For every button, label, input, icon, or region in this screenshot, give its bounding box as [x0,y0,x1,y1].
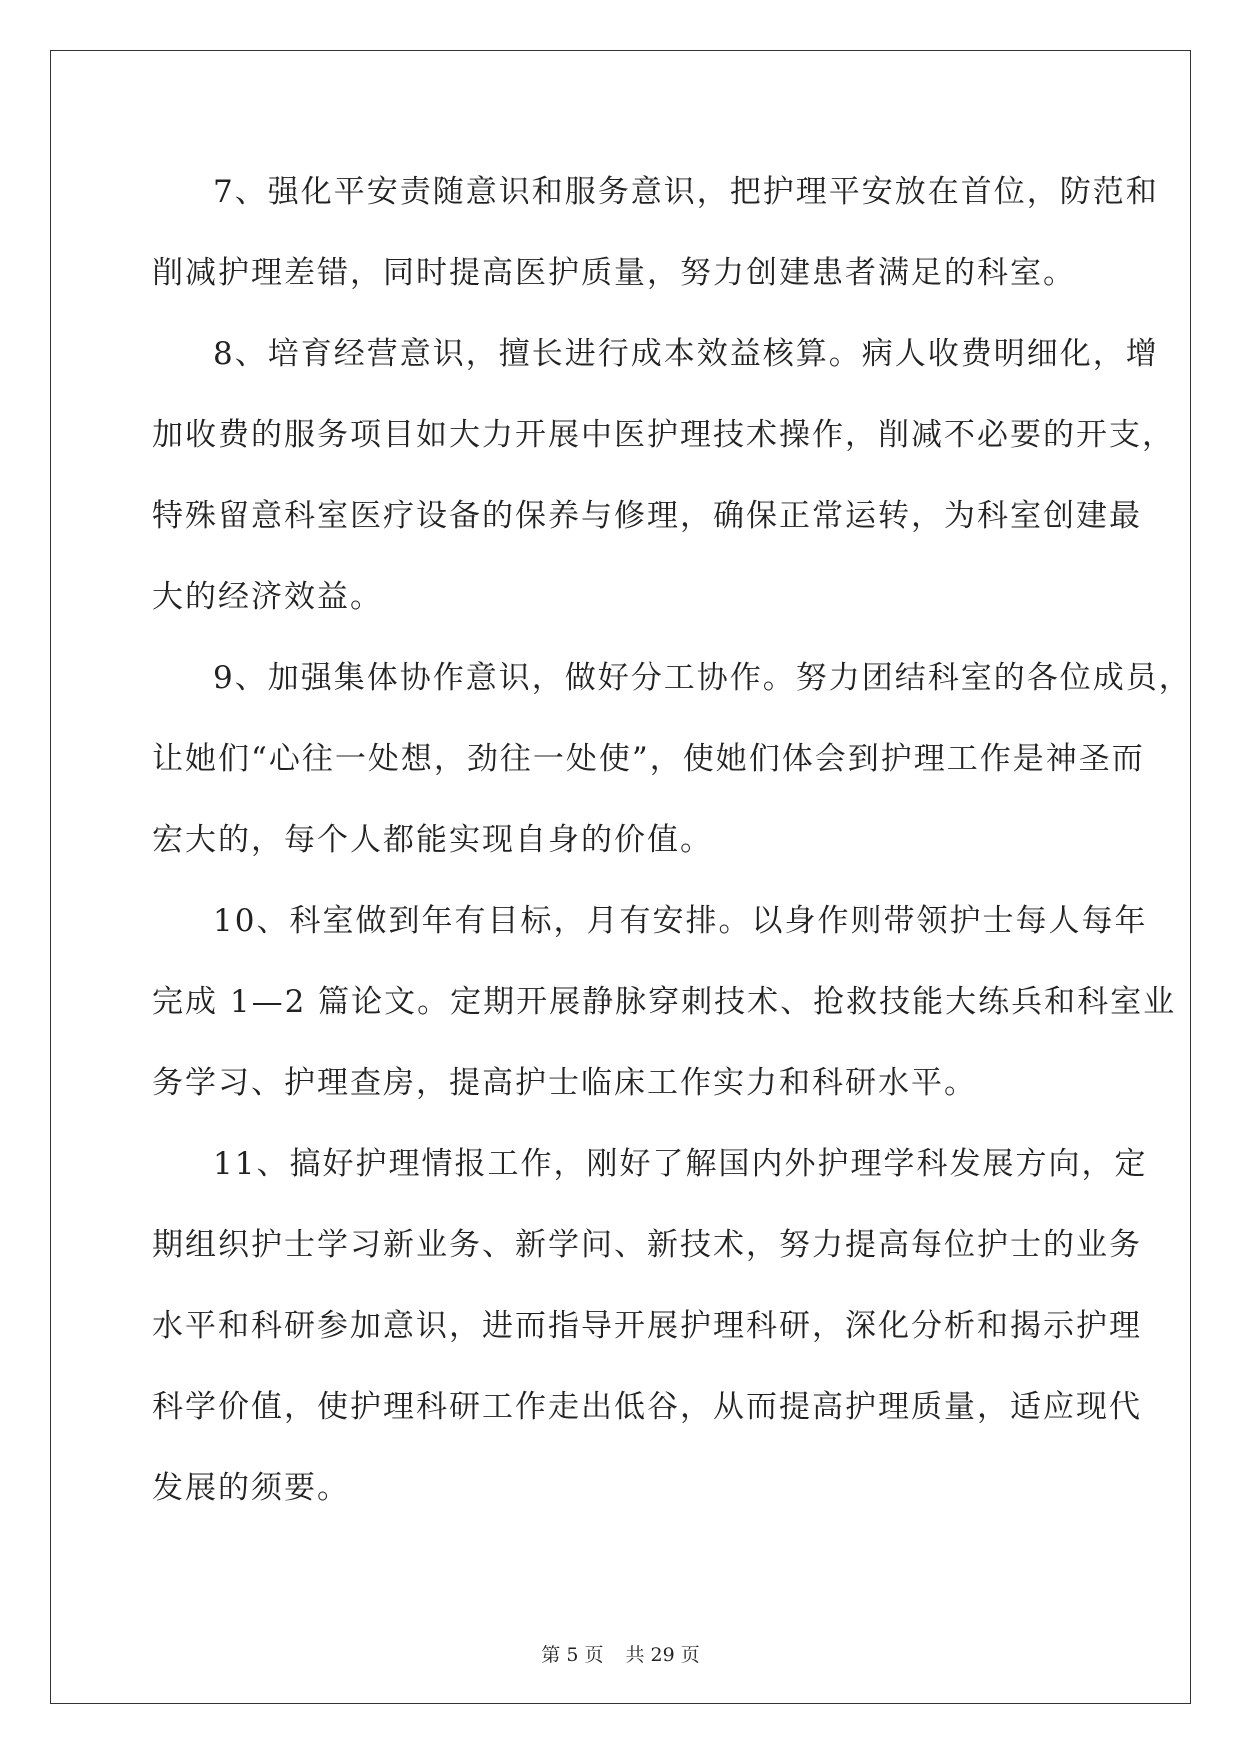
text-line: 11、搞好护理情报工作，刚好了解国内外护理学科发展方向，定 [213,1146,1148,1182]
text-line: 10、科室做到年有目标，月有安排。以身作则带领护士每人每年 [213,903,1148,939]
page-border [50,50,1191,1704]
text-line: 期组织护士学习新业务、新学问、新技术，努力提高每位护士的业务 [152,1227,1142,1263]
text-line: 水平和科研参加意识，进而指导开展护理科研，深化分析和揭示护理 [152,1308,1142,1344]
text-line: 大的经济效益。 [152,579,383,615]
page-total: 共 29 页 [625,1644,700,1666]
text-line: 特殊留意科室医疗设备的保养与修理，确保正常运转，为科室创建最 [152,498,1142,534]
text-line: 9、加强集体协作意识，做好分工协作。努力团结科室的各位成员， [213,660,1192,696]
text-line: 加收费的服务项目如大力开展中医护理技术操作，削减不必要的开支， [152,417,1175,453]
text-line: 务学习、护理查房，提高护士临床工作实力和科研水平。 [152,1065,977,1101]
page-footer [0,1640,1241,1667]
text-line: 让她们“心往一处想，劲往一处使”，使她们体会到护理工作是神圣而 [152,741,1145,777]
text-line: 7、强化平安责随意识和服务意识，把护理平安放在首位，防范和 [213,174,1159,210]
page-number: 第 5 页 [541,1644,604,1666]
text-line: 8、培育经营意识，擅长进行成本效益核算。病人收费明细化，增 [213,336,1159,372]
text-line: 科学价值，使护理科研工作走出低谷，从而提高护理质量，适应现代 [152,1389,1142,1425]
text-line: 削减护理差错，同时提高医护质量，努力创建患者满足的科室。 [152,255,1076,291]
text-line: 完成 1—2 篇论文。定期开展静脉穿刺技术、抢救技能大练兵和科室业 [152,984,1177,1020]
text-line: 宏大的，每个人都能实现自身的价值。 [152,822,713,858]
text-line: 发展的须要。 [152,1470,350,1506]
